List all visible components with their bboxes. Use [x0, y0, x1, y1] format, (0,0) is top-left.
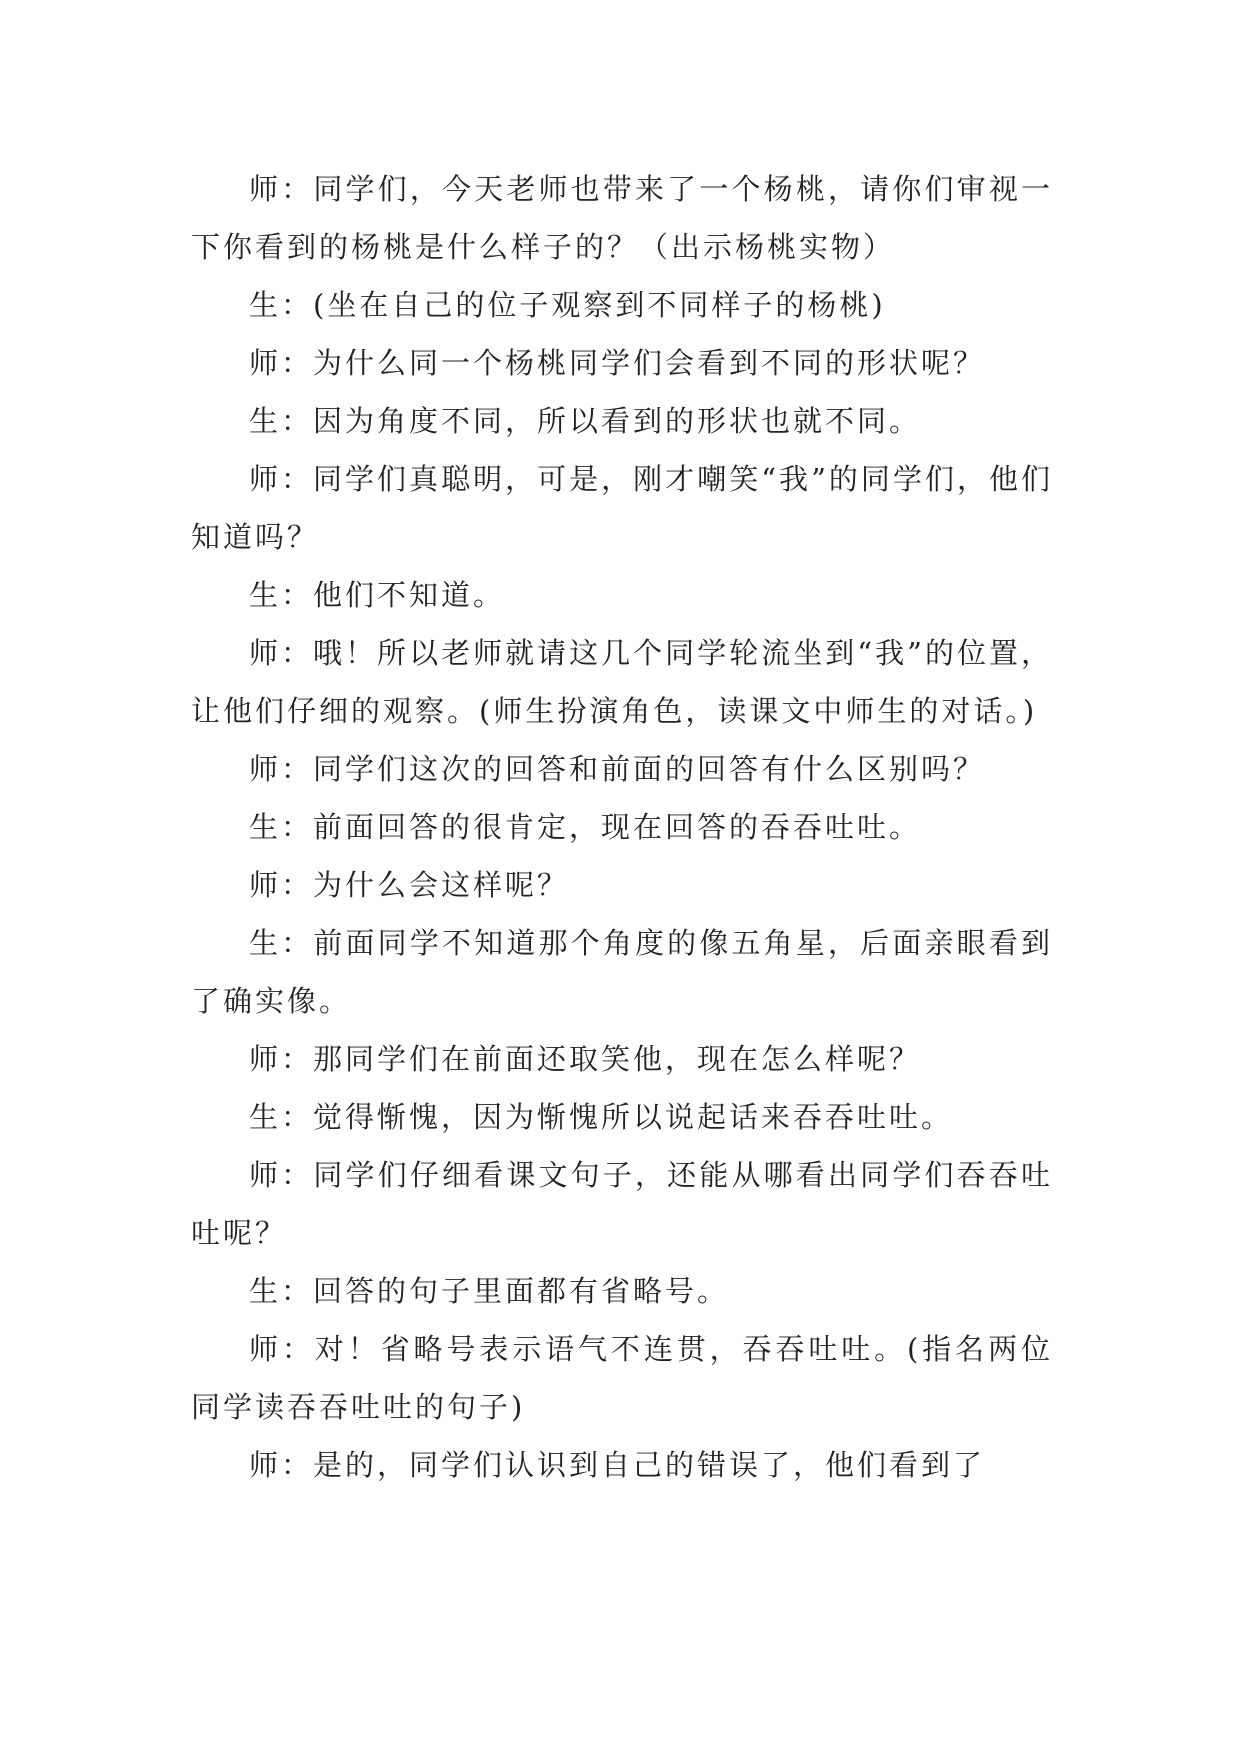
paragraph: 生：前面同学不知道那个角度的像五角星，后面亲眼看到了确实像。 — [191, 926, 1053, 1018]
paragraph: 生：前面回答的很肯定，现在回答的吞吞吐吐。 — [249, 810, 922, 844]
document-body — [191, 160, 1053, 1494]
paragraph: 师：哦！所以老师就请这几个同学轮流坐到“我”的位置，让他们仔细的观察。(师生扮演角色，读课文中师生的对话。) — [191, 636, 1053, 728]
paragraph: 师：同学们这次的回答和前面的回答有什么区别吗？ — [249, 752, 986, 786]
paragraph: 生：(坐在自己的位子观察到不同样子的杨桃) — [249, 288, 886, 322]
paragraph: 师：为什么会这样呢？ — [249, 868, 570, 902]
paragraph: 师：同学们真聪明，可是，刚才嘲笑“我”的同学们，他们知道吗？ — [191, 462, 1053, 554]
paragraph: 师：同学们仔细看课文句子，还能从哪看出同学们吞吞吐吐呢？ — [191, 1158, 1053, 1250]
paragraph: 生：觉得惭愧，因为惭愧所以说起话来吞吞吐吐。 — [249, 1100, 954, 1134]
paragraph: 生：因为角度不同，所以看到的形状也就不同。 — [249, 404, 922, 438]
paragraph: 师：对！省略号表示语气不连贯，吞吞吐吐。(指名两位同学读吞吞吐吐的句子) — [191, 1332, 1053, 1424]
paragraph: 生：回答的句子里面都有省略号。 — [249, 1274, 730, 1308]
paragraph: 生：他们不知道。 — [249, 578, 506, 612]
paragraph: 师：同学们，今天老师也带来了一个杨桃，请你们审视一下你看到的杨桃是什么样子的？（出示杨桃实物） — [191, 172, 1053, 264]
paragraph: 师：为什么同一个杨桃同学们会看到不同的形状呢？ — [249, 346, 986, 380]
paragraph: 师：是的，同学们认识到自己的错误了，他们看到了 — [249, 1448, 986, 1482]
paragraph: 师：那同学们在前面还取笑他，现在怎么样呢？ — [249, 1042, 922, 1076]
